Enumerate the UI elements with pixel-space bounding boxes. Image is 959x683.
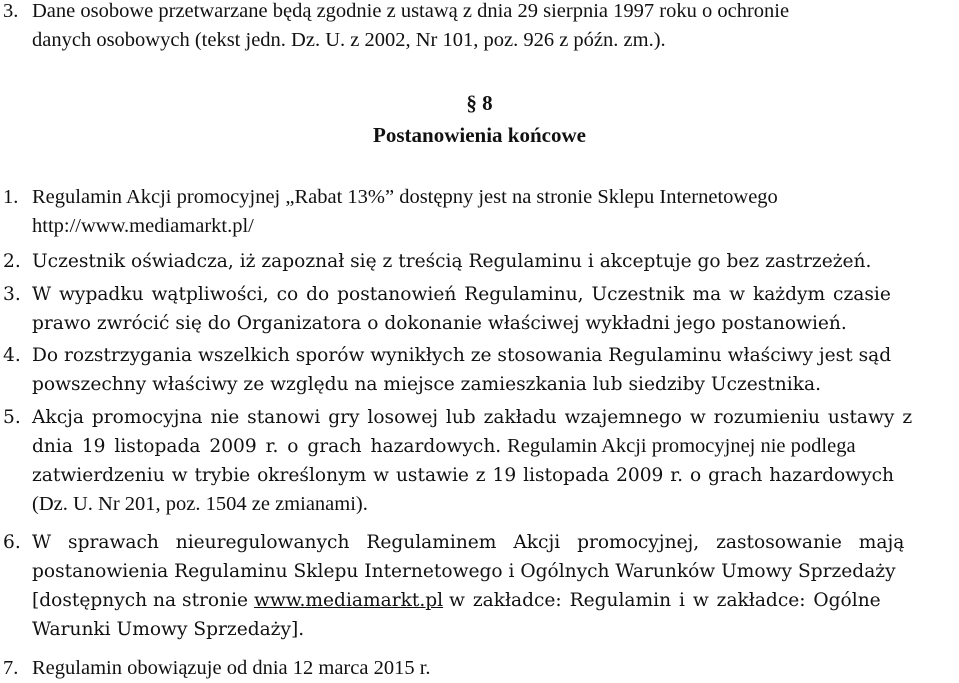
item-number: 6. — [3, 532, 21, 553]
item-text-line: (Dz. U. Nr 201, poz. 1504 ze zmianami). — [32, 493, 368, 515]
item-number: 1. — [3, 186, 19, 208]
item-number: 4. — [3, 345, 21, 366]
text-line-1: Dane osobowe przetwarzane będą zgodnie z ustawą z dnia 29 sierpnia 1997 roku o ochronie — [32, 0, 790, 22]
item-text-line: postanowienia Regulaminu Sklepu Internetowego i Ogólnych Warunków Umowy Sprzedaży — [32, 561, 896, 582]
text-segment: Regulamin Akcji promocyjnej nie podlega — [507, 435, 856, 457]
item-text-line: zatwierdzeniu w trybie określonym w ustawie z 19 listopada 2009 r. o grach hazardowych — [32, 465, 894, 486]
item-text-line: Warunki Umowy Sprzedaży]. — [32, 619, 305, 640]
item-text-line: Do rozstrzygania wszelkich sporów wynikłych ze stosowania Regulaminu właściwy jest sąd — [32, 345, 892, 366]
section-number: § 8 — [466, 91, 493, 115]
section-title: Postanowienia końcowe — [373, 123, 586, 147]
item-text-line: powszechny właściwy ze względu na miejsce zamieszkania lub siedziby Uczestnika. — [32, 374, 821, 395]
item-text-line: Uczestnik oświadcza, iż zapoznał się z treścią Regulaminu i akceptuje go bez zastrzeżeń. — [32, 251, 872, 272]
item-text-line: Regulamin obowiązuje od dnia 12 marca 2015 r. — [32, 657, 431, 679]
item-text-line: W wypadku wątpliwości, co do postanowień Regulaminu, Uczestnik ma w każdym czasie — [32, 284, 891, 305]
item-number: 5. — [3, 407, 21, 428]
item-text-line: W sprawach nieuregulowanych Regulaminem Akcji promocyjnej, zastosowanie mają — [32, 532, 905, 553]
item-text-line: danych osobowych (tekst jedn. Dz. U. z 2002, Nr 101, poz. 926 z późn. zm.). — [32, 29, 666, 51]
item-number: 7. — [3, 657, 19, 679]
mediamarkt-link[interactable]: www.mediamarkt.pl — [253, 590, 444, 611]
text-segment: [dostępnych na stronie — [32, 590, 249, 611]
item-text-line — [32, 586, 955, 615]
item-number: 2. — [3, 251, 21, 272]
item-text-line: prawo zwrócić się do Organizatora o dokonanie właściwej wykładni jego postanowień. — [32, 313, 847, 334]
item-number: 3. — [3, 0, 19, 22]
item-number: 3. — [3, 284, 21, 305]
text-segment: w zakładce: Regulamin i w zakładce: Ogólne — [449, 590, 881, 611]
item-text-line: Akcja promocyjna nie stanowi gry losowej lub zakładu wzajemnego w rozumieniu ustawy z — [32, 407, 913, 428]
item-text-line — [32, 432, 955, 461]
item-text-line — [32, 0, 955, 26]
url-text: http://www.mediamarkt.pl/ — [32, 215, 254, 237]
text-segment: dnia 19 listopada 2009 r. o grach hazardowych. — [32, 436, 502, 457]
item-text-line: Regulamin Akcji promocyjnej „Rabat 13%” dostępny jest na stronie Sklepu Internetowego — [32, 186, 778, 208]
